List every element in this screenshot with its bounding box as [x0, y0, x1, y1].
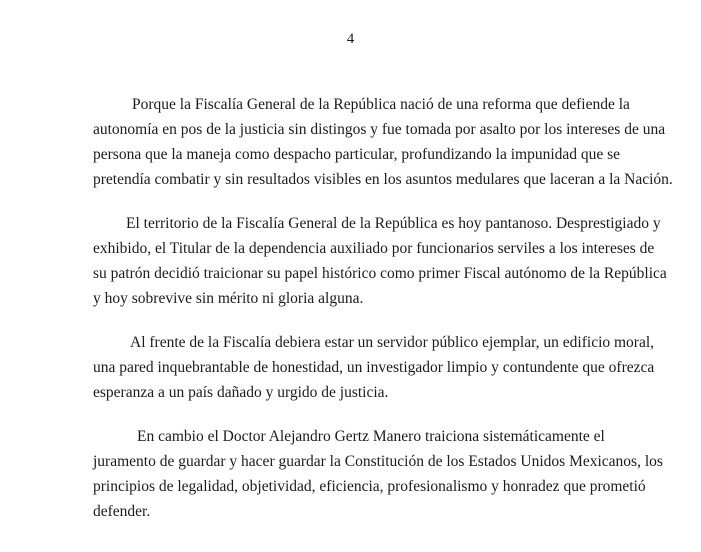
paragraph-line: su patrón decidió traicionar su papel histórico como primer Fiscal autónomo de la República: [93, 265, 667, 282]
paragraph-line: Al frente de la Fiscalía debiera estar un servidor público ejemplar, un edificio moral,: [130, 334, 655, 351]
paragraph-line: defender.: [93, 503, 151, 520]
paragraph-3: [93, 330, 655, 405]
paragraph-line: El territorio de la Fiscalía General de la República es hoy pantanoso. Desprestigiado y: [126, 215, 661, 232]
paragraph-line: esperanza a un país dañado y urgido de justicia.: [93, 384, 389, 401]
paragraph-line: principios de legalidad, objetividad, eficiencia, profesionalismo y honradez que prometió: [93, 478, 646, 495]
paragraph-4: [93, 424, 663, 524]
paragraph-line: juramento de guardar y hacer guardar la Constitución de los Estados Unidos Mexicanos, los: [93, 453, 663, 470]
paragraph-line: autonomía en pos de la justicia sin distingos y fue tomada por asalto por los intereses de una: [93, 121, 666, 138]
paragraph-line: una pared inquebrantable de honestidad, un investigador limpio y contundente que ofrezca: [93, 359, 655, 376]
page-number: 4: [346, 31, 355, 47]
paragraph-line: pretendía combatir y sin resultados visibles en los asuntos medulares que laceran a la Nación.: [93, 171, 673, 188]
paragraph-1: [93, 92, 673, 192]
paragraph-line: y hoy sobrevive sin mérito ni gloria alguna.: [93, 290, 364, 307]
paragraph-line: persona que la maneja como despacho particular, profundizando la impunidad que se: [93, 146, 621, 163]
paragraph-2: [93, 211, 667, 311]
paragraph-line: exhibido, el Titular de la dependencia auxiliado por funcionarios serviles a los intereses de: [93, 240, 655, 257]
paragraph-line: En cambio el Doctor Alejandro Gertz Manero traiciona sistemáticamente el: [137, 428, 605, 445]
paragraph-line: Porque la Fiscalía General de la República nació de una reforma que defiende la: [132, 96, 630, 113]
